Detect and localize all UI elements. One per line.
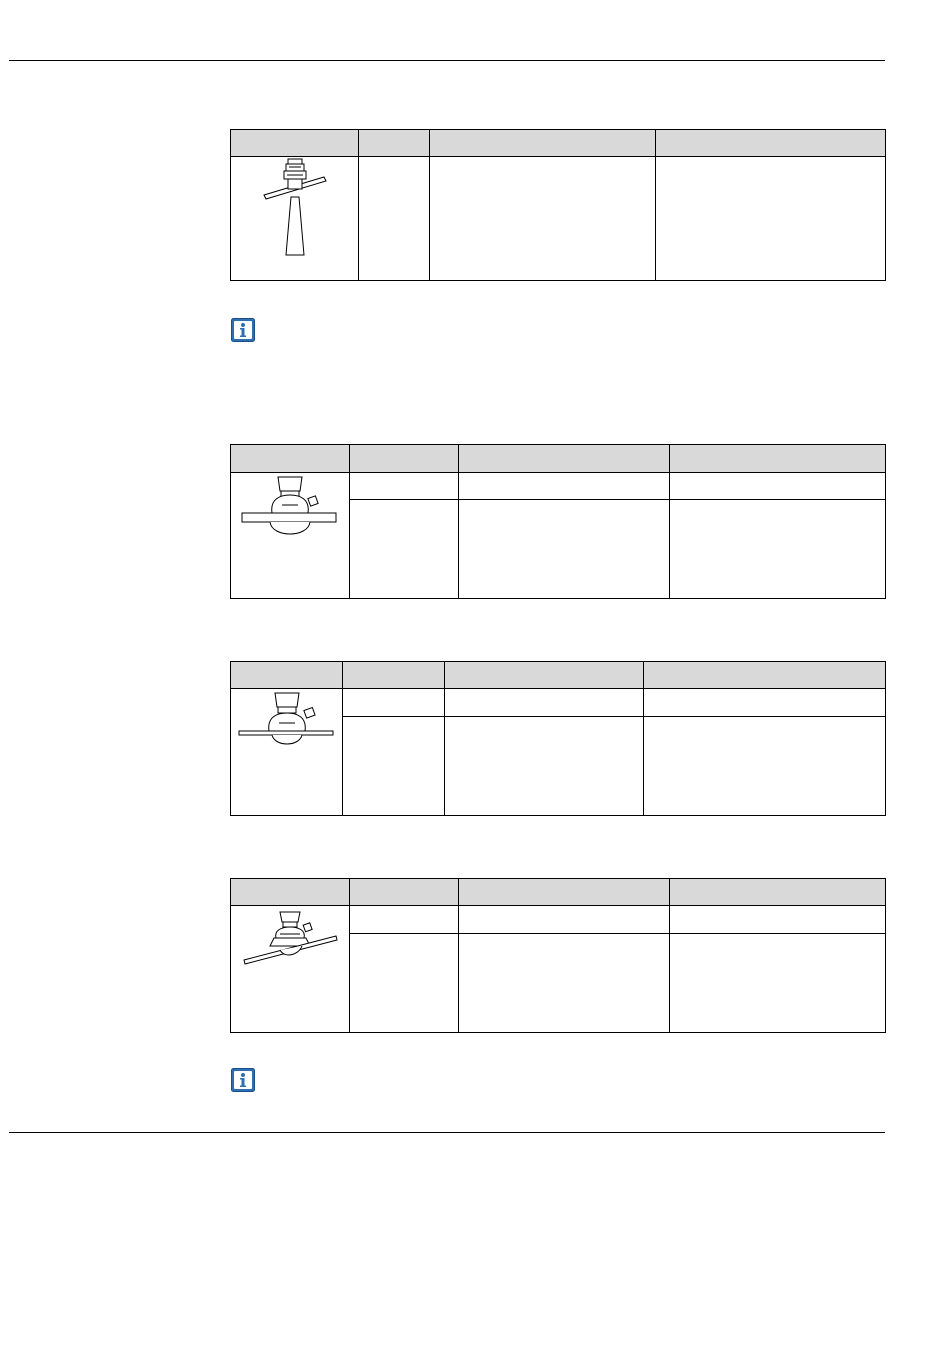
table-cell [459, 906, 670, 934]
column-header [670, 879, 886, 906]
table-header-row [231, 130, 886, 157]
table-row [231, 473, 886, 500]
info-icon [231, 1068, 255, 1092]
table-cell [670, 906, 886, 934]
column-header [231, 662, 343, 689]
table-row [231, 906, 886, 934]
footer-rule [9, 1132, 885, 1133]
table-header-row [231, 445, 886, 473]
horn-antenna-flange-icon [260, 157, 330, 261]
device-image-cell [231, 906, 350, 1033]
table-cell [670, 473, 886, 500]
column-header [670, 445, 886, 473]
table-cell [656, 157, 886, 281]
column-header [445, 662, 644, 689]
column-header [359, 130, 430, 157]
table-cell [350, 934, 459, 1033]
table-row [231, 689, 886, 717]
spec-table-3 [230, 661, 886, 816]
table-cell [359, 157, 430, 281]
table-header-row [231, 662, 886, 689]
column-header [231, 130, 359, 157]
column-header [343, 662, 445, 689]
device-image-cell [231, 689, 343, 816]
device-image-cell [231, 157, 359, 281]
sensor-tilted-flange-icon [240, 906, 340, 976]
table-cell [459, 500, 670, 599]
column-header [231, 879, 350, 906]
column-header [656, 130, 886, 157]
column-header [350, 879, 459, 906]
table-cell [445, 689, 644, 717]
table-cell [343, 717, 445, 816]
spec-table-4 [230, 878, 886, 1033]
table-cell [644, 689, 886, 717]
table-cell [350, 500, 459, 599]
table-cell [343, 689, 445, 717]
info-icon [231, 318, 255, 342]
table-header-row [231, 879, 886, 906]
table-cell [350, 906, 459, 934]
table-cell [430, 157, 656, 281]
spec-table-2 [230, 444, 886, 599]
table-cell [670, 500, 886, 599]
column-header [350, 445, 459, 473]
table-cell [670, 934, 886, 1033]
table-row [231, 157, 886, 281]
column-header [459, 445, 670, 473]
spec-table-1 [230, 129, 886, 281]
device-image-cell [231, 473, 350, 599]
header-rule [9, 60, 885, 61]
table-cell [445, 717, 644, 816]
sensor-recessed-flange-icon [237, 689, 337, 759]
column-header [644, 662, 886, 689]
column-header [231, 445, 350, 473]
column-header [459, 879, 670, 906]
table-cell [644, 717, 886, 816]
table-cell [459, 934, 670, 1033]
sensor-flat-flange-icon [240, 473, 340, 543]
column-header [430, 130, 656, 157]
table-cell [350, 473, 459, 500]
table-cell [459, 473, 670, 500]
